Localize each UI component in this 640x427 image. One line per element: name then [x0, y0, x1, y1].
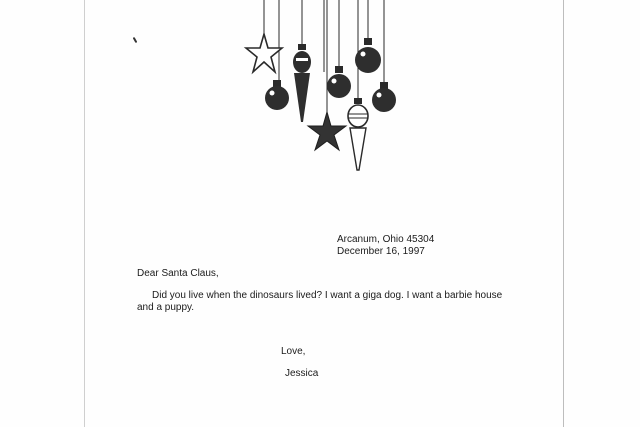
address-line: Arcanum, Ohio 45304: [337, 234, 435, 245]
icicle-ornament-white: [348, 98, 368, 170]
white-star-ornament: [246, 34, 282, 72]
ink-speck: [133, 37, 138, 43]
letter-body-line-1: Did you live when the dinosaurs lived? I want a giga dog. I want a barbie house: [152, 290, 503, 301]
dark-ball-ornament-top-right: [355, 38, 381, 73]
letter-signature: Jessica: [285, 368, 319, 379]
hanging-christmas-ornaments-icon: [232, 0, 412, 172]
dark-ball-ornament-left: [265, 80, 289, 110]
sender-address-block: [337, 234, 434, 258]
icicle-ornament-dark: [293, 44, 311, 122]
letter-closing: Love,: [281, 346, 306, 357]
page-right-edge: [563, 0, 564, 427]
dark-ball-ornament-right: [372, 82, 396, 112]
dark-ball-ornament-middle: [327, 66, 351, 98]
letter-body-line-2: and a puppy.: [137, 302, 195, 313]
dark-star-ornament: [308, 112, 346, 150]
page-left-edge: [84, 0, 85, 427]
salutation: Dear Santa Claus,: [137, 268, 219, 279]
letter-date: December 16, 1997: [337, 246, 425, 257]
